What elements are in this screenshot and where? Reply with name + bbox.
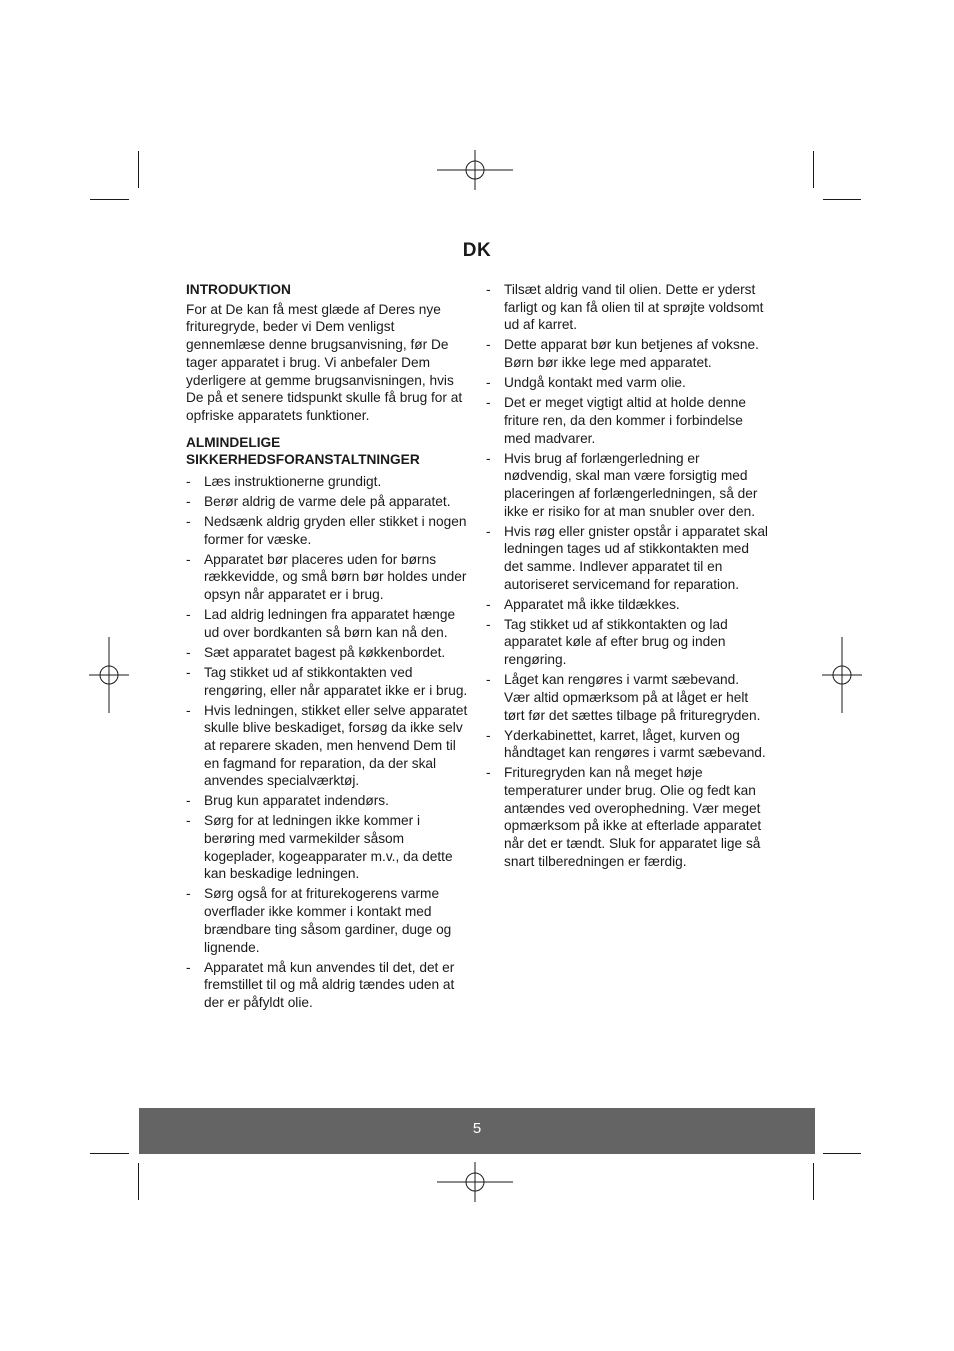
list-item bbox=[486, 671, 768, 724]
list-item bbox=[186, 885, 468, 956]
list-item bbox=[486, 374, 768, 392]
list-item-text: Hvis ledningen, stikket eller selve apparatet skulle blive beskadiget, forsøg da ikke selv at reparere skaden, men henvend Dem til en fagmand for reparation, da der skal anvendes specialværktøj. bbox=[204, 702, 468, 789]
bullet-dash: - bbox=[486, 596, 491, 612]
registration-mark-right bbox=[822, 637, 862, 713]
list-item bbox=[186, 473, 468, 491]
crop-mark bbox=[138, 151, 139, 188]
bullet-dash: - bbox=[186, 644, 191, 660]
list-item-text: Berør aldrig de varme dele på apparatet. bbox=[204, 494, 451, 510]
crop-mark bbox=[823, 1153, 861, 1154]
list-item bbox=[486, 336, 768, 371]
list-item bbox=[486, 523, 768, 594]
bullet-dash: - bbox=[486, 282, 491, 297]
list-item-text: Sæt apparatet bagest på køkkenbordet. bbox=[204, 644, 446, 660]
list-item bbox=[186, 493, 468, 511]
list-item bbox=[186, 606, 468, 641]
safety-heading-line2: SIKKERHEDSFORANSTALTNINGER bbox=[186, 452, 420, 468]
list-item-text: Tag stikket ud af stikkontakten og lad apparatet køle af efter brug og inden rengøring. bbox=[504, 616, 728, 668]
safety-heading bbox=[186, 434, 468, 469]
list-item-text: Sørg også for at friturekogerens varme overflader ikke kommer i kontakt med brændbare ting såsom gardiner, duge og lignende. bbox=[204, 886, 452, 955]
list-item-text: Det er meget vigtigt altid at holde denne friture ren, da den kommer i forbindelse med madvarer. bbox=[504, 395, 746, 446]
list-item-text: Tilsæt aldrig vand til olien. Dette er yderst farligt og kan få olien til at sprøjte voldsomt ud af karret. bbox=[504, 282, 764, 333]
list-item-text: Sørg for at ledningen ikke kommer i berøring med varmekilder såsom kogeplader, kogeapparater m.v., da dette kan beskadige ledningen. bbox=[204, 813, 453, 882]
list-item bbox=[486, 596, 768, 614]
list-item-text: Apparatet må ikke tildækkes. bbox=[504, 596, 680, 612]
bullet-dash: - bbox=[186, 959, 191, 975]
right-column bbox=[486, 281, 768, 873]
crop-mark bbox=[138, 1163, 139, 1200]
list-item bbox=[186, 702, 468, 791]
list-item bbox=[486, 394, 768, 447]
list-item-text: Lad aldrig ledningen fra apparatet hænge ud over bordkanten så børn kan nå den. bbox=[204, 607, 456, 640]
bullet-dash: - bbox=[486, 523, 491, 539]
bullet-dash: - bbox=[486, 450, 491, 466]
left-column bbox=[186, 281, 468, 1014]
list-item-text: Apparatet bør placeres uden for børns rækkevidde, og små børn bør holdes under opsyn når apparatet er i brug. bbox=[204, 551, 467, 603]
list-item bbox=[186, 812, 468, 883]
list-item bbox=[486, 450, 768, 521]
list-item bbox=[186, 959, 468, 1012]
bullet-dash: - bbox=[486, 765, 491, 781]
crop-mark bbox=[90, 1153, 129, 1154]
list-item-text: Dette apparat bør kun betjenes af voksne. Børn bør ikke lege med apparatet. bbox=[504, 337, 759, 371]
list-item bbox=[186, 792, 468, 810]
bullet-dash: - bbox=[186, 494, 191, 510]
bullet-dash: - bbox=[486, 727, 491, 743]
list-item-text: Yderkabinettet, karret, låget, kurven og håndtaget kan rengøres i varmt sæbevand. bbox=[504, 727, 766, 761]
list-item-text: Hvis brug af forlængerledning er nødvendig, skal man være forsigtig med placeringen af forlængerledningen, så der ikke er risiko for at man snubler over den. bbox=[504, 450, 758, 519]
list-item-text: Hvis røg eller gnister opstår i apparatet skal ledningen tages ud af stikkontakten med det samme. Indlever apparatet til en autoriseret servicemand for reparation. bbox=[504, 523, 768, 592]
bullet-dash: - bbox=[186, 702, 191, 718]
page-number: 5 bbox=[472, 1120, 482, 1137]
bullet-dash: - bbox=[186, 514, 191, 530]
bullet-dash: - bbox=[486, 616, 491, 632]
safety-heading-line1: ALMINDELIGE bbox=[186, 434, 281, 450]
safety-list-right bbox=[486, 281, 768, 870]
list-item-text: Undgå kontakt med varm olie. bbox=[504, 375, 686, 391]
list-item-text: Låget kan rengøres i varmt sæbevand. Vær altid opmærksom på at låget er helt tørt før det sættes tilbage på frituregryden. bbox=[504, 672, 761, 723]
bullet-dash: - bbox=[186, 474, 191, 490]
bullet-dash: - bbox=[186, 813, 191, 829]
crop-mark bbox=[813, 1163, 814, 1200]
crop-mark bbox=[90, 199, 129, 200]
list-item-text: Brug kun apparatet indendørs. bbox=[204, 793, 389, 809]
bullet-dash: - bbox=[486, 337, 491, 353]
bullet-dash: - bbox=[486, 395, 491, 411]
intro-heading: INTRODUKTION bbox=[186, 282, 291, 297]
list-item bbox=[186, 551, 468, 604]
registration-mark-left bbox=[89, 637, 129, 713]
list-item-text: Tag stikket ud af stikkontakten ved rengøring, eller når apparatet ikke er i brug. bbox=[204, 664, 468, 698]
bullet-dash: - bbox=[186, 886, 191, 902]
list-item bbox=[486, 727, 768, 762]
crop-mark bbox=[813, 151, 814, 188]
page-footer-bar bbox=[139, 1108, 815, 1154]
list-item-text: Læs instruktionerne grundigt. bbox=[204, 474, 382, 490]
bullet-dash: - bbox=[186, 793, 191, 809]
list-item-text: Apparatet må kun anvendes til det, det er fremstillet til og må aldrig tændes uden at der er påfyldt olie. bbox=[204, 959, 455, 1010]
safety-list-left bbox=[186, 473, 468, 1012]
registration-mark-top bbox=[437, 150, 513, 190]
list-item bbox=[186, 664, 468, 699]
intro-text: For at De kan få mest glæde af Deres nye frituregryde, beder vi Dem venligst gennemlæse denne brugsanvisning, før De tager apparatet i brug. Vi anbefaler Dem yderligere at gemme brugsanvisningen, hvis De på et senere tidspunkt skulle få brug for at opfriske apparatets funktioner. bbox=[186, 301, 463, 423]
list-item bbox=[486, 616, 768, 669]
bullet-dash: - bbox=[486, 672, 491, 688]
bullet-dash: - bbox=[186, 551, 191, 567]
language-heading: DK bbox=[462, 240, 492, 261]
list-item bbox=[186, 513, 468, 548]
crop-mark bbox=[823, 199, 861, 200]
list-item bbox=[486, 281, 768, 334]
bullet-dash: - bbox=[486, 375, 491, 391]
list-item-text: Frituregryden kan nå meget høje temperaturer under brug. Olie og fedt kan antændes ved overophedning. Vær meget opmærksom på ikke at efterlade apparatet når det er tændt. Sluk for apparatet lige så snart tilberedningen er færdig. bbox=[504, 765, 762, 869]
bullet-dash: - bbox=[186, 664, 191, 680]
list-item bbox=[186, 644, 468, 662]
list-item bbox=[486, 764, 768, 870]
list-item-text: Nedsænk aldrig gryden eller stikket i nogen former for væske. bbox=[204, 514, 467, 547]
registration-mark-bottom bbox=[437, 1162, 513, 1202]
bullet-dash: - bbox=[186, 607, 191, 623]
